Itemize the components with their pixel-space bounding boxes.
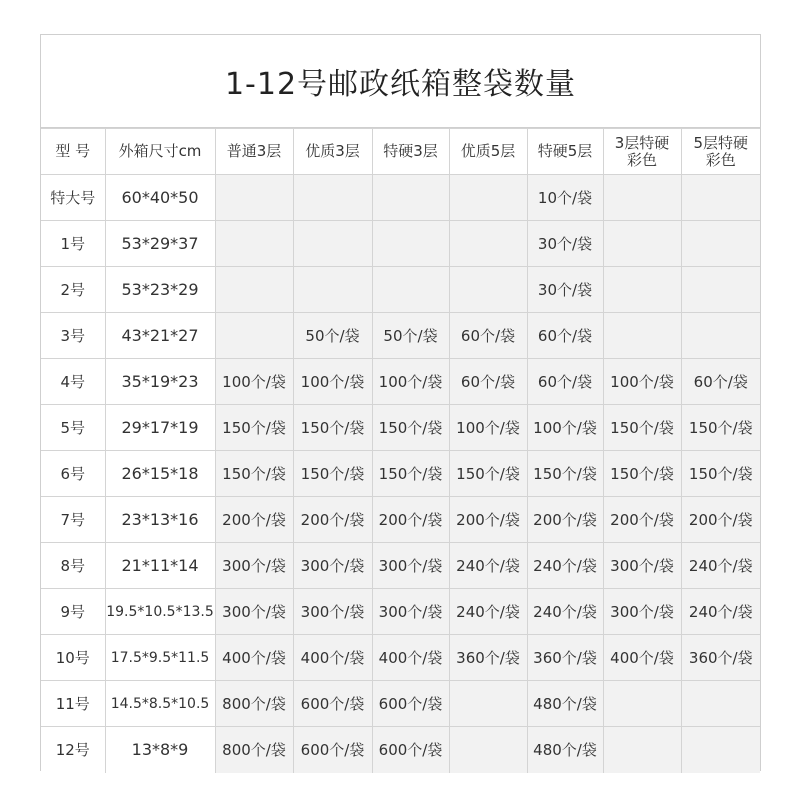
- quantity-cell: 300个/袋: [293, 543, 372, 589]
- quantity-cell: [603, 267, 681, 313]
- quantity-cell: 200个/袋: [603, 497, 681, 543]
- model-cell: 3号: [41, 313, 105, 359]
- quantity-cell: 300个/袋: [372, 543, 449, 589]
- table-row: [41, 313, 760, 359]
- quantity-cell: [215, 175, 293, 221]
- quantity-cell: [372, 267, 449, 313]
- table-row: [41, 635, 760, 681]
- quantity-cell: 150个/袋: [293, 405, 372, 451]
- table-row: [41, 221, 760, 267]
- quantity-cell: 150个/袋: [215, 405, 293, 451]
- size-cell: 35*19*23: [105, 359, 215, 405]
- quantity-cell: 60个/袋: [527, 359, 603, 405]
- quantity-cell: 800个/袋: [215, 681, 293, 727]
- size-cell: 29*17*19: [105, 405, 215, 451]
- model-cell: 5号: [41, 405, 105, 451]
- quantity-cell: 600个/袋: [372, 681, 449, 727]
- quantity-cell: 60个/袋: [449, 359, 527, 405]
- model-cell: 2号: [41, 267, 105, 313]
- quantity-cell: 240个/袋: [527, 543, 603, 589]
- model-cell: 9号: [41, 589, 105, 635]
- quantity-cell: 240个/袋: [449, 589, 527, 635]
- quantity-cell: [681, 175, 760, 221]
- quantity-cell: 150个/袋: [681, 405, 760, 451]
- quantity-cell: 300个/袋: [215, 543, 293, 589]
- header-row: [41, 129, 760, 175]
- quantity-cell: 240个/袋: [681, 589, 760, 635]
- table-row: [41, 175, 760, 221]
- table-row: [41, 727, 760, 773]
- quantity-cell: 400个/袋: [372, 635, 449, 681]
- quantity-cell: 400个/袋: [603, 635, 681, 681]
- quantity-cell: [372, 221, 449, 267]
- column-header: 特硬5层: [527, 129, 603, 175]
- quantity-cell: 150个/袋: [372, 405, 449, 451]
- quantity-cell: [603, 175, 681, 221]
- page-title: 1-12号邮政纸箱整袋数量: [41, 35, 760, 128]
- model-cell: 7号: [41, 497, 105, 543]
- quantity-cell: [681, 267, 760, 313]
- quantity-cell: 200个/袋: [449, 497, 527, 543]
- quantity-cell: 150个/袋: [293, 451, 372, 497]
- quantity-table: [41, 128, 760, 773]
- quantity-cell: [681, 681, 760, 727]
- quantity-cell: 300个/袋: [603, 589, 681, 635]
- quantity-cell: 150个/袋: [527, 451, 603, 497]
- column-header: 5层特硬 彩色: [681, 129, 760, 175]
- column-header: 型 号: [41, 129, 105, 175]
- quantity-cell: 100个/袋: [372, 359, 449, 405]
- quantity-cell: 150个/袋: [372, 451, 449, 497]
- table-row: [41, 405, 760, 451]
- quantity-cell: 360个/袋: [681, 635, 760, 681]
- model-cell: 8号: [41, 543, 105, 589]
- table-row: [41, 359, 760, 405]
- quantity-cell: 150个/袋: [681, 451, 760, 497]
- quantity-cell: [372, 175, 449, 221]
- quantity-cell: 100个/袋: [293, 359, 372, 405]
- quantity-cell: 300个/袋: [603, 543, 681, 589]
- quantity-cell: [449, 681, 527, 727]
- quantity-cell: 60个/袋: [527, 313, 603, 359]
- size-cell: 19.5*10.5*13.5: [105, 589, 215, 635]
- quantity-cell: [449, 727, 527, 773]
- quantity-cell: 50个/袋: [293, 313, 372, 359]
- quantity-cell: 60个/袋: [681, 359, 760, 405]
- quantity-cell: 600个/袋: [372, 727, 449, 773]
- quantity-cell: 30个/袋: [527, 221, 603, 267]
- table-row: [41, 451, 760, 497]
- quantity-cell: [449, 175, 527, 221]
- quantity-cell: 100个/袋: [527, 405, 603, 451]
- quantity-sheet: [40, 34, 761, 771]
- quantity-cell: 800个/袋: [215, 727, 293, 773]
- model-cell: 特大号: [41, 175, 105, 221]
- quantity-cell: 300个/袋: [215, 589, 293, 635]
- quantity-cell: 480个/袋: [527, 681, 603, 727]
- size-cell: 21*11*14: [105, 543, 215, 589]
- quantity-cell: 150个/袋: [449, 451, 527, 497]
- size-cell: 14.5*8.5*10.5: [105, 681, 215, 727]
- size-cell: 26*15*18: [105, 451, 215, 497]
- quantity-cell: 200个/袋: [681, 497, 760, 543]
- table-body: [41, 175, 760, 773]
- size-cell: 23*13*16: [105, 497, 215, 543]
- table-row: [41, 543, 760, 589]
- quantity-cell: 200个/袋: [527, 497, 603, 543]
- column-header: 普通3层: [215, 129, 293, 175]
- quantity-cell: 100个/袋: [215, 359, 293, 405]
- quantity-cell: 150个/袋: [603, 451, 681, 497]
- quantity-cell: 150个/袋: [603, 405, 681, 451]
- quantity-cell: 400个/袋: [293, 635, 372, 681]
- quantity-cell: 400个/袋: [215, 635, 293, 681]
- size-cell: 53*29*37: [105, 221, 215, 267]
- table-row: [41, 681, 760, 727]
- quantity-cell: [293, 221, 372, 267]
- quantity-cell: 30个/袋: [527, 267, 603, 313]
- quantity-cell: [293, 267, 372, 313]
- quantity-cell: 200个/袋: [293, 497, 372, 543]
- table-row: [41, 589, 760, 635]
- size-cell: 60*40*50: [105, 175, 215, 221]
- column-header: 外箱尺寸cm: [105, 129, 215, 175]
- table-row: [41, 497, 760, 543]
- column-header: 3层特硬 彩色: [603, 129, 681, 175]
- column-header: 优质5层: [449, 129, 527, 175]
- quantity-cell: [215, 313, 293, 359]
- quantity-cell: 240个/袋: [681, 543, 760, 589]
- quantity-cell: 200个/袋: [215, 497, 293, 543]
- quantity-cell: 360个/袋: [449, 635, 527, 681]
- quantity-cell: 10个/袋: [527, 175, 603, 221]
- model-cell: 10号: [41, 635, 105, 681]
- quantity-cell: 300个/袋: [372, 589, 449, 635]
- quantity-cell: [681, 221, 760, 267]
- quantity-cell: [603, 313, 681, 359]
- quantity-cell: 480个/袋: [527, 727, 603, 773]
- model-cell: 6号: [41, 451, 105, 497]
- quantity-cell: [449, 267, 527, 313]
- quantity-cell: 100个/袋: [449, 405, 527, 451]
- quantity-cell: 300个/袋: [293, 589, 372, 635]
- model-cell: 4号: [41, 359, 105, 405]
- model-cell: 12号: [41, 727, 105, 773]
- quantity-cell: 600个/袋: [293, 681, 372, 727]
- quantity-cell: 50个/袋: [372, 313, 449, 359]
- quantity-cell: [603, 681, 681, 727]
- quantity-cell: [215, 267, 293, 313]
- quantity-cell: 100个/袋: [603, 359, 681, 405]
- size-cell: 43*21*27: [105, 313, 215, 359]
- quantity-cell: 240个/袋: [527, 589, 603, 635]
- size-cell: 17.5*9.5*11.5: [105, 635, 215, 681]
- quantity-cell: 360个/袋: [527, 635, 603, 681]
- column-header: 优质3层: [293, 129, 372, 175]
- quantity-cell: [603, 727, 681, 773]
- size-cell: 13*8*9: [105, 727, 215, 773]
- column-header: 特硬3层: [372, 129, 449, 175]
- quantity-cell: 600个/袋: [293, 727, 372, 773]
- quantity-cell: 240个/袋: [449, 543, 527, 589]
- quantity-cell: [681, 727, 760, 773]
- table-row: [41, 267, 760, 313]
- quantity-cell: [449, 221, 527, 267]
- quantity-cell: 200个/袋: [372, 497, 449, 543]
- quantity-cell: 60个/袋: [449, 313, 527, 359]
- model-cell: 1号: [41, 221, 105, 267]
- size-cell: 53*23*29: [105, 267, 215, 313]
- quantity-cell: [681, 313, 760, 359]
- quantity-cell: [215, 221, 293, 267]
- model-cell: 11号: [41, 681, 105, 727]
- quantity-cell: [603, 221, 681, 267]
- quantity-cell: 150个/袋: [215, 451, 293, 497]
- quantity-cell: [293, 175, 372, 221]
